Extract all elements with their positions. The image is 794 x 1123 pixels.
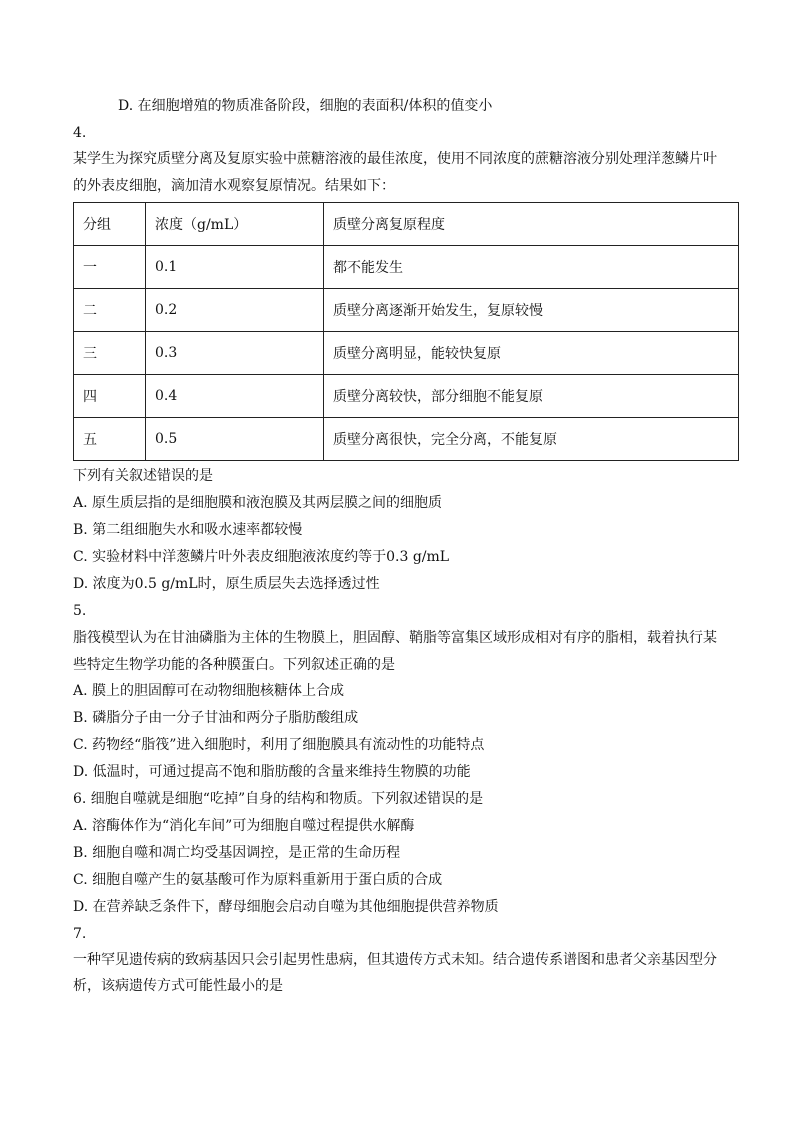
cell-group: 四: [74, 375, 146, 418]
q4-option-c: C. 实验材料中洋葱鳞片叶外表皮细胞液浓度约等于0.3 g/mL: [73, 549, 450, 565]
q4-stem-line1: 某学生为探究质壁分离及复原实验中蔗糖溶液的最佳浓度，使用不同浓度的蔗糖溶液分别处理洋葱鳞片叶: [73, 151, 717, 167]
cell-recovery: 质壁分离较快，部分细胞不能复原: [324, 375, 739, 418]
table-row: [74, 418, 739, 461]
q4-option-a: A. 原生质层指的是细胞膜和液泡膜及其两层膜之间的细胞质: [73, 495, 443, 511]
cell-concentration: 0.2: [146, 289, 324, 332]
cell-recovery: 都不能发生: [324, 246, 739, 289]
q6-option-c: C. 细胞自噬产生的氨基酸可作为原料重新用于蛋白质的合成: [73, 872, 443, 888]
q6-option-b: B. 细胞自噬和凋亡均受基因调控，是正常的生命历程: [73, 845, 401, 861]
cell-recovery: 质壁分离明显，能较快复原: [324, 332, 739, 375]
cell-recovery: 质壁分离逐渐开始发生，复原较慢: [324, 289, 739, 332]
cell-recovery: 质壁分离很快，完全分离，不能复原: [324, 418, 739, 461]
q4-option-d: D. 浓度为0.5 g/mL时，原生质层失去选择透过性: [73, 576, 380, 592]
q5-option-a: A. 膜上的胆固醇可在动物细胞核糖体上合成: [73, 683, 345, 699]
table-row: [74, 246, 739, 289]
cell-group: 二: [74, 289, 146, 332]
table-row: [74, 332, 739, 375]
q5-option-c: C. 药物经“脂筏”进入细胞时，利用了细胞膜具有流动性的功能特点: [73, 737, 485, 753]
q4-number: 4.: [73, 125, 87, 141]
q6-stem: 6. 细胞自噬就是细胞“吃掉”自身的结构和物质。下列叙述错误的是: [73, 791, 484, 807]
header-group: 分组: [74, 203, 146, 246]
q4-question: 下列有关叙述错误的是: [73, 468, 213, 484]
q6-option-a: A. 溶酶体作为“消化车间”可为细胞自噬过程提供水解酶: [73, 818, 415, 834]
q5-stem-line2: 些特定生物学功能的各种膜蛋白。下列叙述正确的是: [73, 657, 395, 673]
q4-stem-line2: 的外表皮细胞，滴加清水观察复原情况。结果如下：: [73, 178, 395, 194]
cell-concentration: 0.4: [146, 375, 324, 418]
q7-number: 7.: [73, 926, 87, 942]
table-header-row: [74, 203, 739, 246]
q6-option-d: D. 在营养缺乏条件下，酵母细胞会启动自噬为其他细胞提供营养物质: [73, 899, 499, 915]
table-row: [74, 289, 739, 332]
q7-stem-line2: 析，该病遗传方式可能性最小的是: [73, 978, 283, 994]
header-recovery: 质壁分离复原程度: [324, 203, 739, 246]
cell-concentration: 0.5: [146, 418, 324, 461]
header-concentration: 浓度（g/mL）: [146, 203, 324, 246]
q5-option-b: B. 磷脂分子由一分子甘油和两分子脂肪酸组成: [73, 710, 359, 726]
cell-concentration: 0.3: [146, 332, 324, 375]
q7-stem-line1: 一种罕见遗传病的致病基因只会引起男性患病，但其遗传方式未知。结合遗传系谱图和患者父亲基因型分: [73, 952, 717, 968]
cell-group: 三: [74, 332, 146, 375]
q3-option-d: D. 在细胞增殖的物质准备阶段，细胞的表面积/体积的值变小: [118, 98, 493, 114]
results-table: [73, 202, 739, 461]
q5-number: 5.: [73, 603, 87, 619]
cell-group: 五: [74, 418, 146, 461]
q5-stem-line1: 脂筏模型认为在甘油磷脂为主体的生物膜上，胆固醇、鞘脂等富集区域形成相对有序的脂相，载着执行某: [73, 630, 717, 646]
cell-concentration: 0.1: [146, 246, 324, 289]
q4-option-b: B. 第二组细胞失水和吸水速率都较慢: [73, 522, 303, 538]
q5-option-d: D. 低温时，可通过提高不饱和脂肪酸的含量来维持生物膜的功能: [73, 764, 471, 780]
table-row: [74, 375, 739, 418]
cell-group: 一: [74, 246, 146, 289]
